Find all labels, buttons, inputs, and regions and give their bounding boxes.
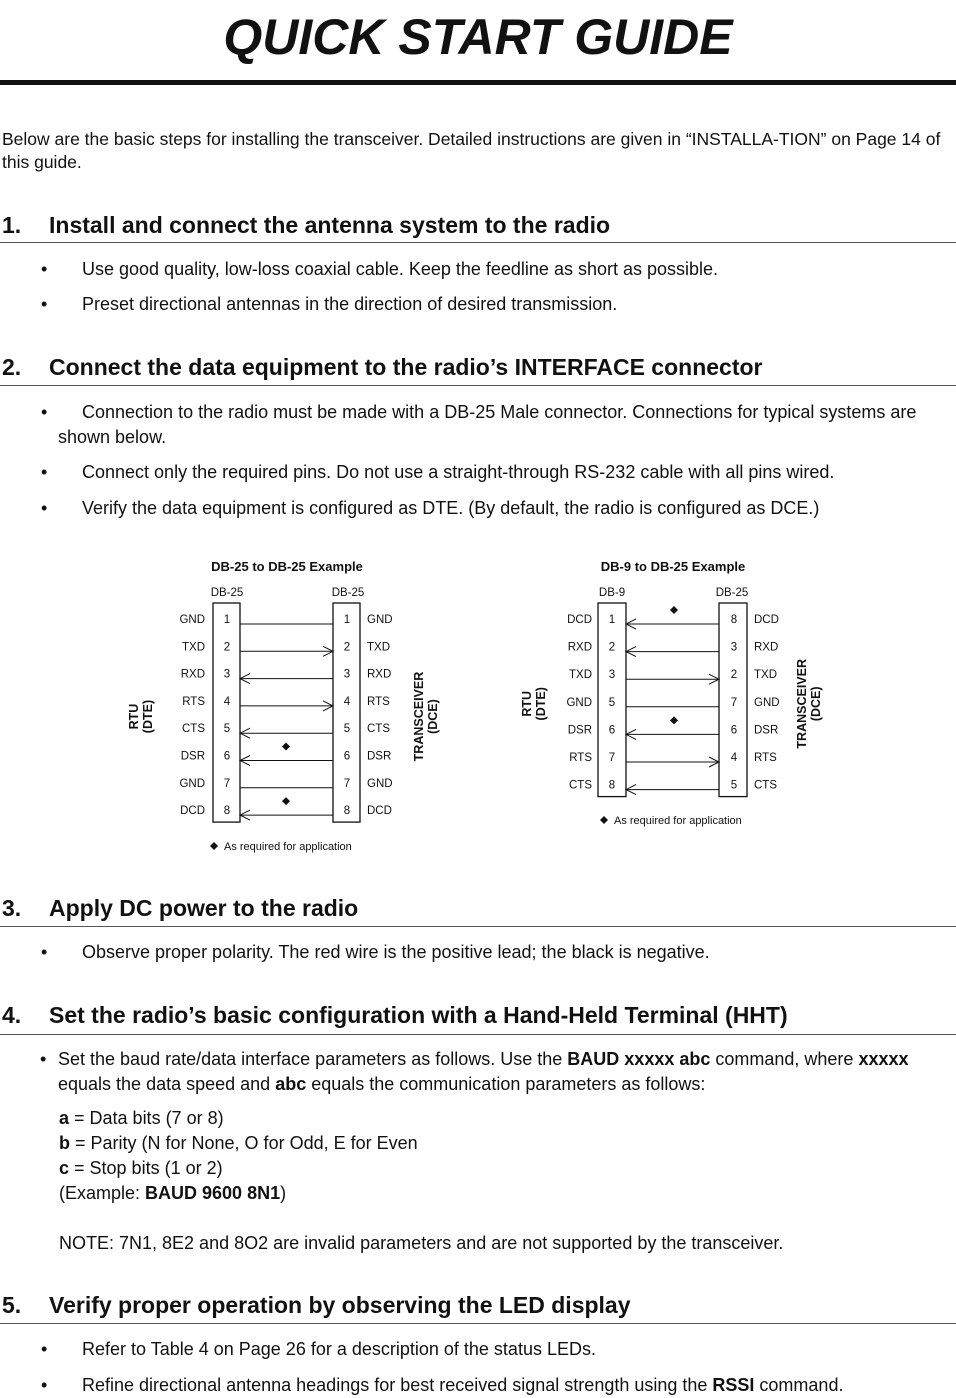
pin-number-right: 5 xyxy=(343,723,351,736)
rssi-command: RSSI xyxy=(712,1375,755,1395)
pin-signal-right: GND xyxy=(367,614,393,626)
pin-signal-left: RXD xyxy=(180,668,205,681)
pin-number-left: 7 xyxy=(608,752,616,764)
side-label-line: TRANSCEIVER xyxy=(795,659,809,749)
side-label-right xyxy=(795,659,823,749)
pin-signal-right: RXD xyxy=(367,668,392,681)
pin-number-left: 3 xyxy=(223,668,231,681)
bullet-text: equals the communication parameters as follows: xyxy=(306,1074,706,1094)
connector-header-right: DB-25 xyxy=(715,587,749,599)
section-title: Verify proper operation by observing the LED display xyxy=(49,1292,631,1318)
pin-number-left: 5 xyxy=(608,696,616,709)
section-divider xyxy=(0,242,956,243)
bullet-item xyxy=(41,1337,953,1362)
bullet-text: Preset directional antennas in the direction of desired transmission. xyxy=(82,294,618,314)
example-prefix: (Example: xyxy=(59,1183,146,1203)
pin-number-left: 6 xyxy=(223,750,231,763)
pin-signal-right: DSR xyxy=(367,750,392,763)
pin-signal-right: DCD xyxy=(367,805,392,818)
pin-signal-right: GND xyxy=(754,696,780,709)
bullet-text: equals the data speed and xyxy=(58,1074,276,1094)
comm-param: abc xyxy=(275,1074,307,1094)
bullet-icon: • xyxy=(41,259,48,279)
pin-signal-left: GND xyxy=(566,696,592,709)
section-2-heading xyxy=(2,354,762,381)
section-divider xyxy=(0,1034,956,1035)
note-line: NOTE: 7N1, 8E2 and 8O2 are invalid parameters and are not supported by the transceiver. xyxy=(59,1233,784,1253)
bullet-text: Set the baud rate/data interface parameters as follows. Use the xyxy=(58,1049,568,1069)
pin-signal-left: RXD xyxy=(567,641,592,654)
bullet-item xyxy=(41,460,953,485)
pin-number-left: 8 xyxy=(608,779,616,792)
example-line xyxy=(59,1181,949,1206)
optional-diamond-icon xyxy=(670,606,678,614)
diagram-title: DB-9 to DB-25 Example xyxy=(600,559,746,574)
bullet-icon: • xyxy=(40,1049,47,1069)
section-title: Set the radio’s basic configuration with a Hand-Held Terminal (HHT) xyxy=(49,1002,788,1028)
pin-signal-right: RXD xyxy=(754,641,779,654)
pin-number-right: 5 xyxy=(730,779,738,792)
param-text: = Data bits (7 or 8) xyxy=(69,1108,224,1128)
pin-number-right: 8 xyxy=(343,805,351,818)
pin-signal-left: RTS xyxy=(182,695,205,708)
diagram-title: DB-25 to DB-25 Example xyxy=(211,559,363,574)
bullet-icon: • xyxy=(41,1375,48,1395)
pin-number-right: 3 xyxy=(730,641,738,654)
param-line xyxy=(59,1156,949,1181)
section-title: Apply DC power to the radio xyxy=(49,895,359,921)
bullet-icon: • xyxy=(41,402,48,422)
bullet-item xyxy=(41,496,953,521)
bullet-text: Observe proper polarity. The red wire is the positive lead; the black is negative. xyxy=(82,942,710,962)
side-label-line: (DCE) xyxy=(809,686,823,722)
param-line xyxy=(59,1106,949,1131)
pin-signal-left: GND xyxy=(179,614,205,626)
pin-signal-right: DSR xyxy=(754,724,779,737)
section-number: 4. xyxy=(2,1002,22,1028)
section-number: 2. xyxy=(2,354,22,380)
diagram-footnote: As required for application xyxy=(224,841,352,853)
section-divider xyxy=(0,926,956,927)
pin-number-left: 1 xyxy=(608,614,616,626)
speed-param: xxxxx xyxy=(858,1049,909,1069)
side-label-left xyxy=(520,687,548,720)
pin-number-right: 7 xyxy=(343,777,351,790)
pin-number-right: 7 xyxy=(730,696,738,709)
bullet-text: command, where xyxy=(710,1049,859,1069)
example-suffix: ) xyxy=(280,1183,287,1203)
pin-number-right: 4 xyxy=(343,695,351,708)
pin-signal-left: CTS xyxy=(569,779,592,792)
optional-diamond-icon xyxy=(670,716,678,724)
example-command: BAUD 9600 8N1 xyxy=(145,1183,281,1203)
bullet-icon: • xyxy=(41,462,48,482)
bullet-item xyxy=(41,292,953,317)
pin-number-left: 3 xyxy=(608,669,616,682)
param-key: a xyxy=(59,1108,70,1128)
section-title: Install and connect the antenna system to the radio xyxy=(49,212,611,238)
pin-number-left: 4 xyxy=(223,695,231,708)
connector-header-left: DB-25 xyxy=(210,587,244,599)
pin-signal-right: RTS xyxy=(754,752,777,764)
pin-signal-left: DSR xyxy=(180,750,205,763)
bullet-item xyxy=(41,400,953,450)
bullet-text: Refine directional antenna headings for best received signal strength using the xyxy=(82,1375,713,1395)
pin-number-left: 1 xyxy=(223,614,231,626)
pin-signal-left: TXD xyxy=(182,641,205,654)
bullet-text: Connect only the required pins. Do not use a straight-through RS-232 cable with all pins wired. xyxy=(82,462,835,482)
side-label-line: (DTE) xyxy=(534,687,548,721)
pin-signal-right: CTS xyxy=(367,723,390,736)
pin-number-right: 4 xyxy=(730,752,738,764)
pin-number-right: 1 xyxy=(343,614,351,626)
intro-paragraph: Below are the basic steps for installing the transceiver. Detailed instructions are given in “INSTALLA-TION” on Page 14 of this guide. xyxy=(2,129,941,172)
bullet-text: Verify the data equipment is configured as DTE. (By default, the radio is configured as DCE.) xyxy=(82,498,820,518)
section-4-heading xyxy=(2,1002,788,1029)
bullet-icon: • xyxy=(41,498,48,518)
pin-number-right: 2 xyxy=(343,641,351,654)
pin-signal-left: DCD xyxy=(567,614,592,626)
legend-diamond-icon xyxy=(600,816,608,824)
connector-header-left: DB-9 xyxy=(598,587,626,599)
section-number: 3. xyxy=(2,895,22,921)
legend-diamond-icon xyxy=(210,842,218,850)
side-label-line: TRANSCEIVER xyxy=(412,671,426,762)
pin-number-left: 2 xyxy=(608,641,616,654)
bullet-item xyxy=(41,1373,953,1398)
pin-signal-right: DCD xyxy=(754,614,779,626)
param-key: b xyxy=(59,1133,70,1153)
pin-number-left: 7 xyxy=(223,777,231,790)
baud-command: BAUD xxxxx abc xyxy=(567,1049,711,1069)
param-text: = Parity (N for None, O for Odd, E for Even xyxy=(70,1133,418,1153)
bullet-text: command. xyxy=(754,1375,844,1395)
pin-number-right: 6 xyxy=(730,724,738,737)
param-key: c xyxy=(59,1158,70,1178)
pin-number-left: 5 xyxy=(223,723,231,736)
bullet-icon: • xyxy=(41,1339,48,1359)
optional-diamond-icon xyxy=(282,743,290,751)
section-3-heading xyxy=(2,895,358,922)
section-number: 5. xyxy=(2,1292,22,1318)
pin-number-right: 3 xyxy=(343,668,351,681)
side-label-left xyxy=(127,700,155,733)
section-title: Connect the data equipment to the radio’s INTERFACE connector xyxy=(49,354,763,380)
pin-signal-left: DSR xyxy=(567,724,592,737)
section-number: 1. xyxy=(2,212,22,238)
pin-signal-right: RTS xyxy=(367,695,390,708)
pin-number-left: 8 xyxy=(223,805,231,818)
page-title: QUICK START GUIDE xyxy=(223,9,733,65)
bullet-text: Connection to the radio must be made with a DB-25 Male connector. Connections for typical systems are shown below. xyxy=(58,402,917,447)
optional-diamond-icon xyxy=(282,797,290,805)
pin-number-right: 2 xyxy=(730,669,738,682)
section-divider xyxy=(0,385,956,386)
pin-signal-left: CTS xyxy=(182,723,205,736)
section-1-heading xyxy=(2,212,610,239)
bullet-item xyxy=(41,940,953,965)
side-label-line: (DCE) xyxy=(426,699,440,734)
wiring-diagrams xyxy=(0,545,956,860)
pin-number-left: 2 xyxy=(223,641,231,654)
side-label-line: RTU xyxy=(520,690,534,717)
pin-signal-right: TXD xyxy=(754,669,777,682)
pin-signal-right: CTS xyxy=(754,779,777,792)
section-5-heading xyxy=(2,1292,631,1319)
side-label-line: (DTE) xyxy=(141,699,155,734)
pin-number-right: 8 xyxy=(730,614,738,626)
bullet-item xyxy=(41,257,953,282)
section-divider xyxy=(0,1323,956,1324)
pin-signal-left: GND xyxy=(179,777,205,790)
diagram-footnote: As required for application xyxy=(614,815,742,827)
title-divider xyxy=(0,80,956,85)
pin-signal-left: DCD xyxy=(180,805,205,818)
bullet-icon: • xyxy=(41,942,48,962)
pin-signal-left: TXD xyxy=(569,669,592,682)
pin-number-right: 6 xyxy=(343,750,351,763)
bullet-text: Refer to Table 4 on Page 26 for a description of the status LEDs. xyxy=(82,1339,596,1359)
bullet-item xyxy=(40,1047,953,1097)
pin-number-left: 6 xyxy=(608,724,616,737)
pin-signal-right: TXD xyxy=(367,641,390,654)
pin-signal-right: GND xyxy=(367,777,393,790)
param-text: = Stop bits (1 or 2) xyxy=(69,1158,223,1178)
connector-header-right: DB-25 xyxy=(331,587,365,599)
pin-signal-left: RTS xyxy=(569,752,592,764)
bullet-icon: • xyxy=(41,294,48,314)
bullet-text: Use good quality, low-loss coaxial cable. Keep the feedline as short as possible. xyxy=(82,259,719,279)
param-line xyxy=(59,1131,949,1156)
side-label-right xyxy=(412,672,440,762)
side-label-line: RTU xyxy=(127,703,141,730)
